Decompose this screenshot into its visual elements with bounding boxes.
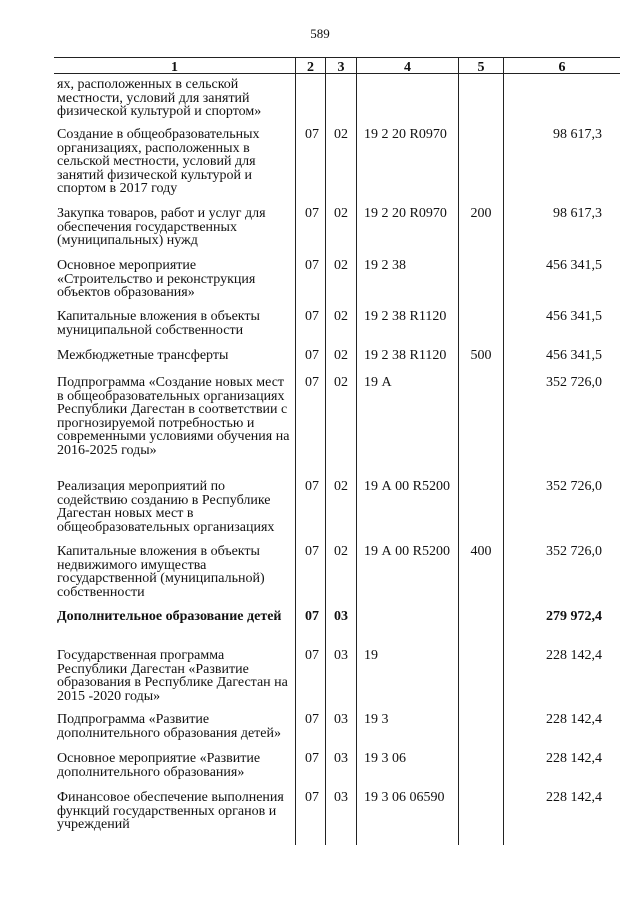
row-subsection: 02	[334, 479, 348, 494]
row-description: Подпрограмма «Развитие дополнительного образования детей»	[57, 712, 281, 741]
col-divider-1	[295, 57, 296, 845]
row-subsection: 03	[334, 648, 348, 663]
row-section: 07	[305, 648, 319, 663]
row-section: 07	[305, 609, 319, 624]
row-subsection: 02	[334, 258, 348, 273]
header-col-4: 4	[404, 60, 411, 75]
row-amount: 228 142,4	[546, 712, 602, 727]
row-target-article: 19 3	[364, 712, 389, 727]
row-amount: 456 341,5	[546, 348, 602, 363]
row-section: 07	[305, 712, 319, 727]
row-description: Подпрограмма «Создание новых мест в общеобразовательных организациях Республики Дагестан в соответствии с прогнозируемой потребностью и современными условиями обучения на 2016-2025 годы»	[57, 375, 290, 458]
row-target-article: 19 2 38	[364, 258, 406, 273]
page-number: 589	[310, 26, 330, 41]
row-amount: 352 726,0	[546, 375, 602, 390]
row-subsection: 02	[334, 348, 348, 363]
row-section: 07	[305, 309, 319, 324]
row-description: Капитальные вложения в объекты муниципальной собственности	[57, 309, 260, 338]
row-subsection: 02	[334, 544, 348, 559]
row-section: 07	[305, 544, 319, 559]
row-amount: 456 341,5	[546, 309, 602, 324]
row-description: Дополнительное образование детей	[57, 609, 282, 624]
row-expense-type: 500	[470, 348, 492, 363]
row-subsection: 03	[334, 751, 348, 766]
row-subsection: 02	[334, 375, 348, 390]
row-amount: 228 142,4	[546, 790, 602, 805]
row-section: 07	[305, 479, 319, 494]
row-target-article: 19 3 06	[364, 751, 406, 766]
col-divider-5	[503, 57, 504, 845]
row-target-article: 19	[364, 648, 378, 663]
row-description: Финансовое обеспечение выполнения функций государственных органов и учреждений	[57, 790, 284, 832]
header-col-1: 1	[171, 60, 178, 75]
row-description: ях, расположенных в сельской местности, условий для занятий физической культурой и спортом»	[57, 77, 262, 119]
row-target-article: 19 2 38 R1120	[364, 348, 447, 363]
col-divider-2	[325, 57, 326, 845]
row-section: 07	[305, 127, 319, 142]
row-target-article: 19 2 20 R0970	[364, 127, 447, 142]
row-description: Создание в общеобразовательных организациях, расположенных в сельской местности, условий для занятий физической культурой и спортом в 2017 году	[57, 127, 260, 196]
row-target-article: 19 2 20 R0970	[364, 206, 447, 221]
row-description: Основное мероприятие «Строительство и реконструкция объектов образования»	[57, 258, 256, 300]
row-amount: 98 617,3	[553, 127, 602, 142]
header-col-6: 6	[558, 60, 566, 75]
row-target-article: 19 А	[364, 375, 392, 390]
row-target-article: 19 А 00 R5200	[364, 544, 450, 559]
table-top-rule	[54, 57, 620, 58]
row-subsection: 03	[334, 790, 348, 805]
header-col-5: 5	[477, 60, 485, 75]
row-section: 07	[305, 790, 319, 805]
row-section: 07	[305, 258, 319, 273]
row-section: 07	[305, 751, 319, 766]
row-amount: 98 617,3	[553, 206, 602, 221]
row-amount: 228 142,4	[546, 648, 602, 663]
row-amount: 456 341,5	[546, 258, 602, 273]
row-subsection: 02	[334, 206, 348, 221]
header-col-2: 2	[307, 60, 314, 75]
row-description: Основное мероприятие «Развитие дополнительного образования»	[57, 751, 261, 780]
row-section: 07	[305, 206, 319, 221]
row-description: Капитальные вложения в объекты недвижимого имущества государственной (муниципальной) собственности	[57, 544, 265, 600]
header-col-3: 3	[337, 60, 345, 75]
row-expense-type: 200	[470, 206, 492, 221]
row-amount: 352 726,0	[546, 544, 602, 559]
row-target-article: 19 3 06 06590	[364, 790, 445, 805]
row-description: Реализация мероприятий по содействию созданию в Республике Дагестан новых мест в общеобразовательных организациях	[57, 479, 275, 535]
row-description: Государственная программа Республики Дагестан «Развитие образования в Республике Дагестан на 2015 -2020 годы»	[57, 648, 288, 704]
row-amount: 228 142,4	[546, 751, 602, 766]
row-subsection: 03	[334, 712, 348, 727]
row-target-article: 19 А 00 R5200	[364, 479, 450, 494]
row-description: Закупка товаров, работ и услуг для обеспечения государственных (муниципальных) нужд	[57, 206, 266, 248]
row-amount: 279 972,4	[546, 609, 602, 624]
row-target-article: 19 2 38 R1120	[364, 309, 447, 324]
row-amount: 352 726,0	[546, 479, 602, 494]
row-expense-type: 400	[470, 544, 492, 559]
row-subsection: 02	[334, 309, 348, 324]
row-subsection: 03	[334, 609, 348, 624]
col-divider-3	[356, 57, 357, 845]
row-subsection: 02	[334, 127, 348, 142]
row-section: 07	[305, 348, 319, 363]
row-description: Межбюджетные трансферты	[57, 348, 229, 363]
col-divider-4	[458, 57, 459, 845]
row-section: 07	[305, 375, 319, 390]
